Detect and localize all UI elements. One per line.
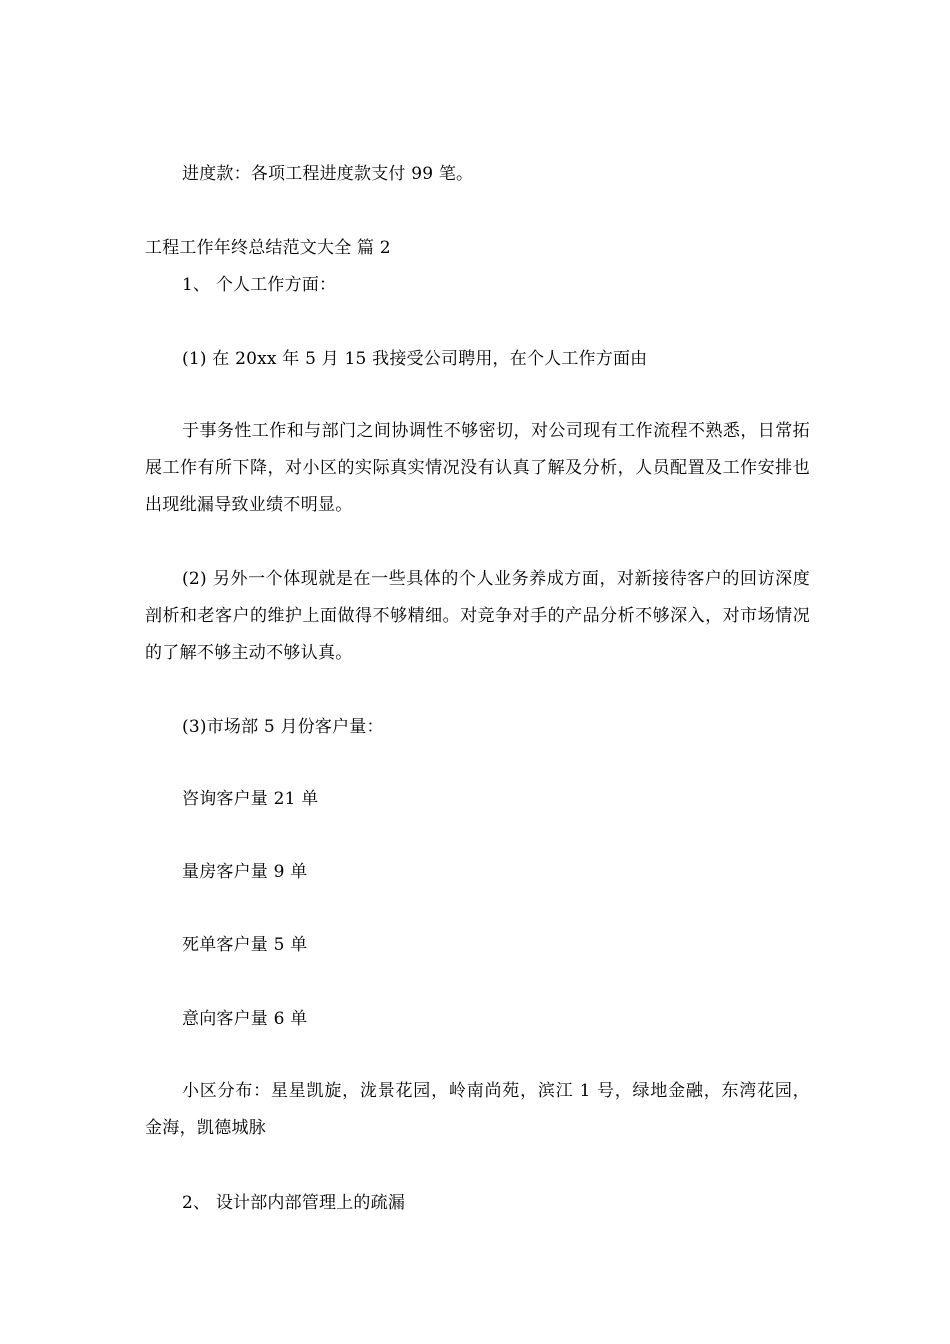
- item-2-heading: 2、 设计部内部管理上的疏漏: [182, 1193, 406, 1213]
- stat-intent-clients: 意向客户量 6 单: [182, 1009, 308, 1029]
- stat-consult-clients: 咨询客户量 21 单: [182, 789, 319, 809]
- paragraph-1-body: 于事务性工作和与部门之间协调性不够密切，对公司现有工作流程不熟悉，日常拓展工作有所下降，对小区的实际真实情况没有认真了解及分析，人员配置及工作安排也出现纰漏导致业绩不明显。: [145, 421, 810, 515]
- section-heading: 工程工作年终总结范文大全 篇 2: [145, 238, 391, 258]
- paragraph-3-title: (3)市场部 5 月份客户量：: [182, 717, 384, 737]
- district-distribution: 小区分布：星星凯旋，泷景花园，岭南尚苑，滨江 1 号，绿地金融，东湾花园，金海，凯德城脉: [145, 1081, 810, 1138]
- stat-measure-clients: 量房客户量 9 单: [182, 862, 308, 882]
- stat-dead-clients: 死单客户量 5 单: [182, 935, 308, 955]
- paragraph-2-body: (2) 另外一个体现就是在一些具体的个人业务养成方面，对新接待客户的回访深度剖析和老客户的维护上面做得不够精细。对竞争对手的产品分析不够深入，对市场情况的了解不够主动不够认真。: [145, 569, 810, 663]
- paragraph-1-intro: (1) 在 20xx 年 5 月 15 我接受公司聘用，在个人工作方面由: [182, 349, 648, 369]
- progress-payment-line: 进度款：各项工程进度款支付 99 笔。: [182, 164, 474, 184]
- item-1-heading: 1、 个人工作方面：: [182, 275, 337, 295]
